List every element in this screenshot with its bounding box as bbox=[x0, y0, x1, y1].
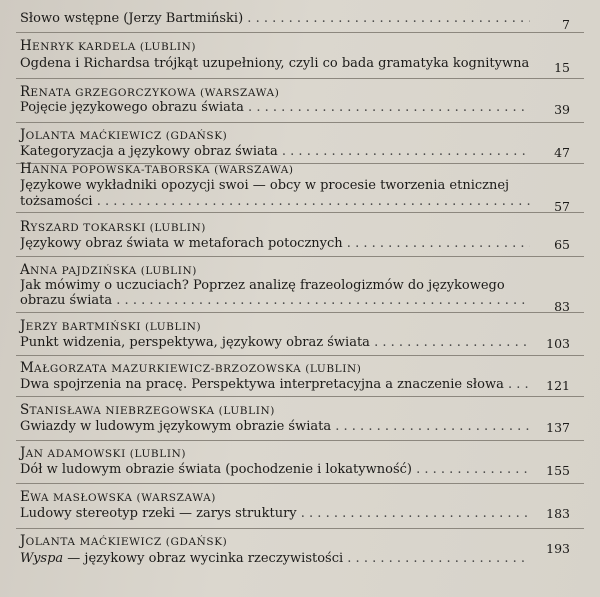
entry-title-line: Ogdena i Richardsa trójkąt uzupełniony, czyli co bada gramatyka kognitywna . . . bbox=[20, 55, 530, 72]
entry-author: RYSZARD TOKARSKI (LUBLIN) bbox=[20, 219, 206, 235]
divider bbox=[16, 355, 584, 356]
divider bbox=[16, 440, 584, 441]
entry-title-line: Gwiazdy w ludowym językowym obrazie świata . . . bbox=[20, 418, 530, 435]
entry-title-line: Kategoryzacja a językowy obraz świata . . . bbox=[20, 143, 530, 160]
divider bbox=[16, 256, 584, 257]
page-number: 57 bbox=[554, 199, 570, 214]
divider bbox=[16, 312, 584, 313]
italic-title: Wyspa bbox=[20, 551, 64, 566]
page-number: 47 bbox=[554, 145, 570, 160]
entry-title-line: obrazu świata . . . bbox=[20, 292, 530, 309]
divider bbox=[16, 396, 584, 397]
entry-title-line: Ludowy stereotyp rzeki — zarys struktury . . . bbox=[20, 505, 530, 522]
entry-author: STANISŁAWA NIEBRZEGOWSKA (LUBLIN) bbox=[20, 402, 275, 418]
page-number: 83 bbox=[554, 299, 570, 314]
divider bbox=[16, 32, 584, 33]
divider bbox=[16, 483, 584, 484]
entry-author: HANNA POPOWSKA-TABORSKA (WARSZAWA) bbox=[20, 161, 294, 177]
page-number: 193 bbox=[546, 541, 570, 556]
divider bbox=[16, 122, 584, 123]
divider bbox=[16, 528, 584, 529]
page-number: 183 bbox=[546, 506, 570, 521]
page-number: 15 bbox=[554, 60, 570, 75]
entry-author: JOLANTA MAĆKIEWICZ (GDAŃSK) bbox=[20, 533, 228, 549]
entry-title-line: Wyspa — językowy obraz wycinka rzeczywistości . . . bbox=[20, 550, 530, 567]
entry-title-line: Punkt widzenia, perspektywa, językowy obraz świata . . . bbox=[20, 334, 530, 351]
divider bbox=[16, 78, 584, 79]
entry-author: ANNA PAJDZIŃSKA (LUBLIN) bbox=[20, 262, 197, 278]
entry-title-line: Dwa spojrzenia na pracę. Perspektywa interpretacyjna a znaczenie słowa . . . bbox=[20, 376, 530, 393]
divider bbox=[16, 212, 584, 213]
page-number: 39 bbox=[554, 102, 570, 117]
entry-author: EWA MASŁOWSKA (WARSZAWA) bbox=[20, 489, 216, 505]
entry-author: JOLANTA MAĆKIEWICZ (GDAŃSK) bbox=[20, 127, 228, 143]
entry-title-line: Dół w ludowym obrazie świata (pochodzenie i lokatywność) . . . bbox=[20, 461, 530, 478]
entry-author: JAN ADAMOWSKI (LUBLIN) bbox=[20, 445, 187, 461]
entry-author: RENATA GRZEGORCZYKOWA (WARSZAWA) bbox=[20, 84, 280, 100]
page-number: 155 bbox=[546, 463, 570, 478]
page-number: 121 bbox=[546, 378, 570, 393]
entry-title-line: Pojęcie językowego obrazu świata . . . bbox=[20, 99, 530, 116]
entry-author: HENRYK KARDELA (LUBLIN) bbox=[20, 38, 197, 54]
entry-title-line: Językowe wykładniki opozycji swoi — obcy w procesie tworzenia etnicznej bbox=[20, 178, 510, 193]
entry-author: JERZY BARTMIŃSKI (LUBLIN) bbox=[20, 318, 202, 334]
entry-author: MAŁGORZATA MAZURKIEWICZ-BRZOZOWSKA (LUBLIN) bbox=[20, 360, 362, 376]
page-number: 7 bbox=[562, 17, 570, 32]
entry-title-line: Słowo wstępne (Jerzy Bartmiński) . . . bbox=[20, 10, 530, 27]
entry-title-line: Jak mówimy o uczuciach? Poprzez analizę frazeologizmów do językowego bbox=[20, 278, 505, 293]
entry-title-line: Językowy obraz świata w metaforach potocznych . . . bbox=[20, 235, 530, 252]
page-number: 137 bbox=[546, 420, 570, 435]
page-number: 65 bbox=[554, 237, 570, 252]
entry-title-line: tożsamości . . . bbox=[20, 193, 530, 210]
page-number: 103 bbox=[546, 336, 570, 351]
